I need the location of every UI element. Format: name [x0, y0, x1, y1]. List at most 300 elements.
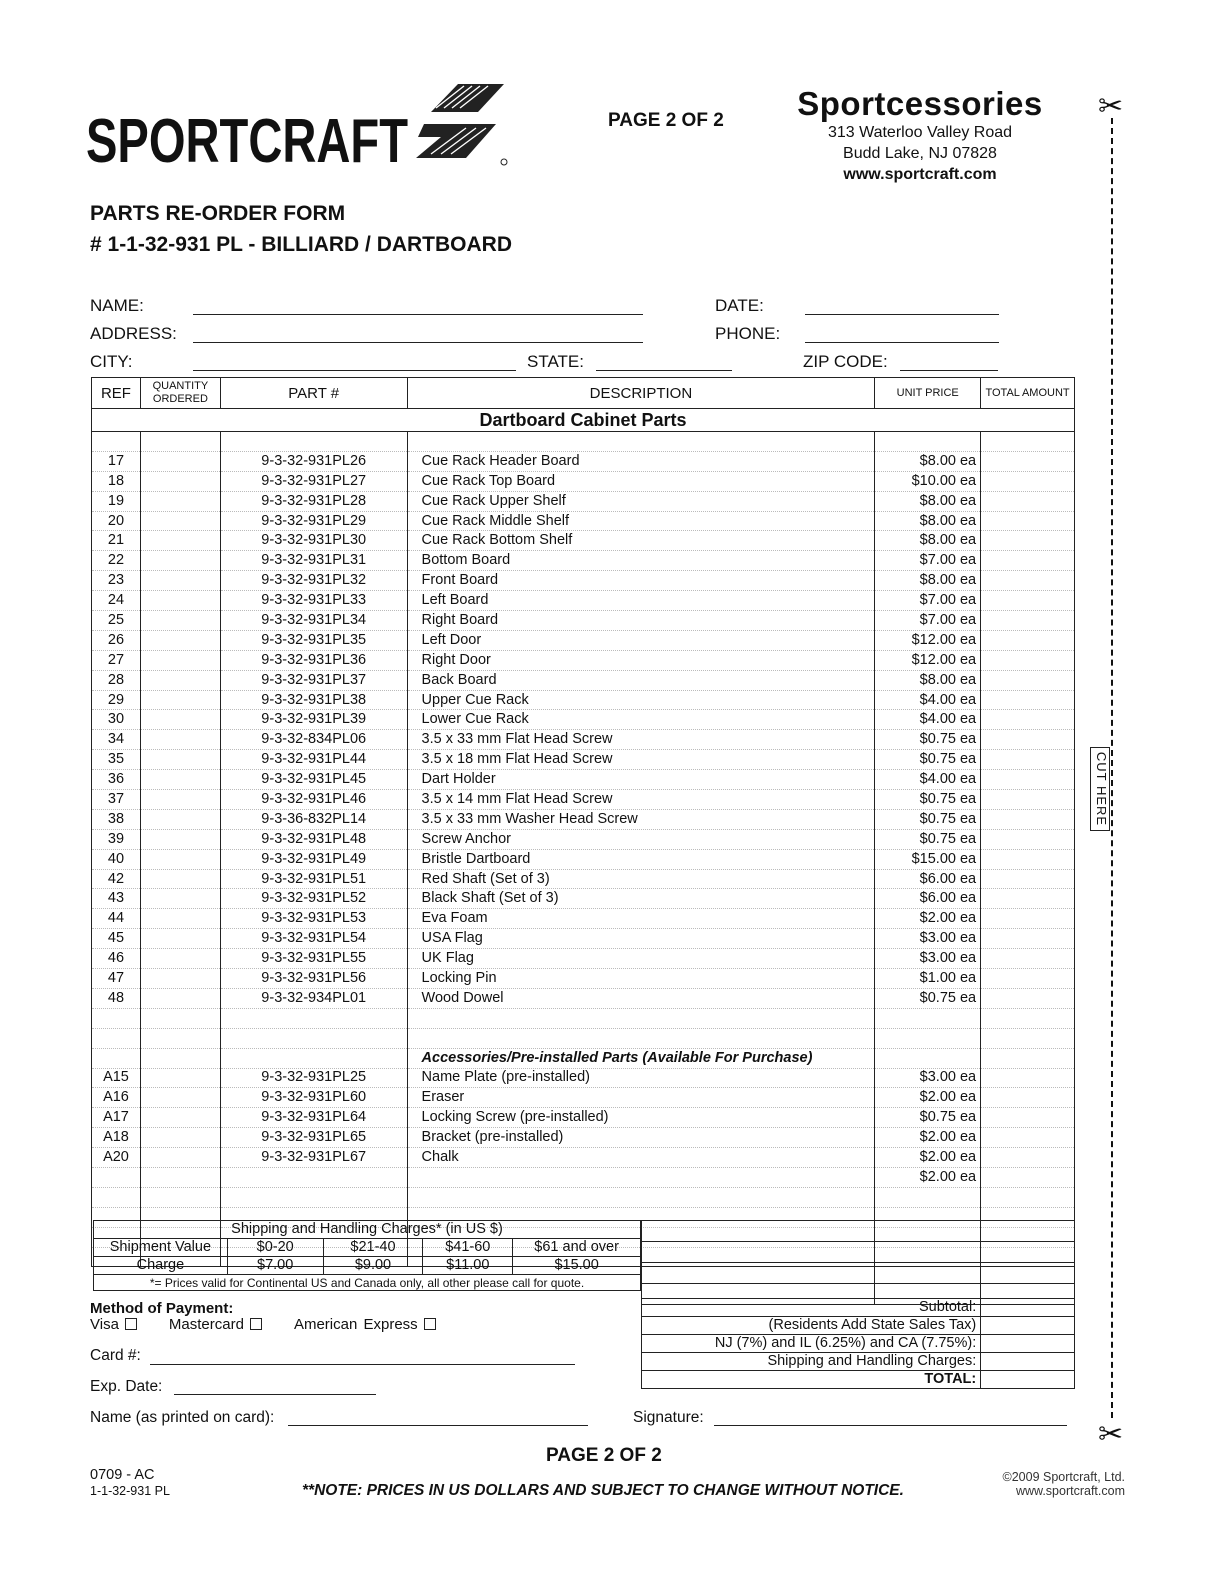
- unit-price-cell: $2.00 ea: [875, 1088, 981, 1108]
- description-cell: Bottom Board: [407, 551, 875, 571]
- tax-label-1: (Residents Add State Sales Tax): [642, 1317, 981, 1335]
- total-amount-cell[interactable]: [981, 670, 1075, 690]
- shipping-title: Shipping and Handling Charges* (in US $): [94, 1221, 641, 1239]
- quantity-cell[interactable]: [140, 551, 220, 571]
- total-amount-cell[interactable]: [981, 1148, 1075, 1168]
- quantity-cell[interactable]: [140, 1108, 220, 1128]
- part-number-cell: 9-3-32-931PL49: [220, 849, 407, 869]
- amex-checkbox[interactable]: [424, 1318, 436, 1330]
- shipping-note: *= Prices valid for Continental US and Canada only, all other please call for quote.: [94, 1275, 641, 1291]
- unit-price-cell: $2.00 ea: [875, 909, 981, 929]
- footer-website[interactable]: www.sportcraft.com: [1015, 1484, 1125, 1498]
- entry-cell[interactable]: [981, 1187, 1075, 1207]
- table-row: [92, 471, 1075, 491]
- part-number-cell: 9-3-32-931PL65: [220, 1128, 407, 1148]
- description-cell: Cue Rack Middle Shelf: [407, 511, 875, 531]
- charge-cell: $11.00: [423, 1257, 513, 1275]
- description-cell: Cue Rack Bottom Shelf: [407, 531, 875, 551]
- scissors-icon: ✂: [1098, 90, 1124, 123]
- accessories-title: Accessories/Pre-installed Parts (Available For Purchase): [407, 1048, 875, 1068]
- table-row: [92, 511, 1075, 531]
- table-row: [92, 988, 1075, 1008]
- quantity-cell[interactable]: [140, 1088, 220, 1108]
- part-number-cell: [220, 1167, 407, 1187]
- total-amount-cell[interactable]: [981, 531, 1075, 551]
- entry-cell[interactable]: [981, 1028, 1075, 1048]
- unit-price-cell: $8.00 ea: [875, 451, 981, 471]
- unit-price-cell: $7.00 ea: [875, 551, 981, 571]
- total-amount-cell[interactable]: [981, 630, 1075, 650]
- name-on-card-label: Name (as printed on card):: [90, 1409, 275, 1426]
- quantity-cell[interactable]: [140, 650, 220, 670]
- description-cell: Left Door: [407, 630, 875, 650]
- signature-label: Signature:: [633, 1409, 704, 1426]
- ref-cell: A17: [92, 1108, 141, 1128]
- description-cell: UK Flag: [407, 949, 875, 969]
- name-field[interactable]: [193, 314, 643, 315]
- total-amount-cell[interactable]: [981, 730, 1075, 750]
- description-cell: 3.5 x 18 mm Flat Head Screw: [407, 750, 875, 770]
- cut-line: [1111, 118, 1113, 1418]
- company-website[interactable]: www.sportcraft.com: [843, 166, 997, 183]
- quantity-cell[interactable]: [140, 591, 220, 611]
- description-cell: Red Shaft (Set of 3): [407, 869, 875, 889]
- ref-cell: A16: [92, 1088, 141, 1108]
- state-field[interactable]: [596, 370, 732, 371]
- copyright: [960, 1470, 1125, 1498]
- empty-cell: [407, 1187, 875, 1207]
- table-row: [92, 909, 1075, 929]
- city-field[interactable]: [193, 370, 516, 371]
- ref-cell: 18: [92, 471, 141, 491]
- quantity-cell[interactable]: [140, 1148, 220, 1168]
- description-cell: Upper Cue Rack: [407, 690, 875, 710]
- unit-price-cell: $8.00 ea: [875, 491, 981, 511]
- card-field[interactable]: [150, 1364, 575, 1365]
- subtotal-amount[interactable]: [981, 1299, 1075, 1317]
- part-number-cell: 9-3-32-931PL60: [220, 1088, 407, 1108]
- unit-price-cell: $8.00 ea: [875, 670, 981, 690]
- quantity-cell[interactable]: [140, 670, 220, 690]
- entry-cell[interactable]: [140, 432, 220, 452]
- quantity-cell[interactable]: [140, 889, 220, 909]
- total-amount-cell[interactable]: [981, 1128, 1075, 1148]
- total-amount-cell[interactable]: [981, 650, 1075, 670]
- total-amount-cell[interactable]: [981, 451, 1075, 471]
- total-amount-cell[interactable]: [981, 969, 1075, 989]
- part-number-cell: 9-3-32-931PL45: [220, 770, 407, 790]
- quantity-cell[interactable]: [140, 471, 220, 491]
- empty-cell: [875, 1048, 981, 1068]
- total-amount-cell[interactable]: [981, 869, 1075, 889]
- unit-price-cell: $0.75 ea: [875, 988, 981, 1008]
- form-title-block: [90, 198, 512, 260]
- ref-cell: 25: [92, 611, 141, 631]
- part-number-cell: 9-3-36-832PL14: [220, 809, 407, 829]
- blank-row: [92, 1187, 1075, 1207]
- total-amount[interactable]: [981, 1371, 1075, 1389]
- quantity-cell[interactable]: [140, 770, 220, 790]
- description-cell: Chalk: [407, 1148, 875, 1168]
- page-indicator-top: PAGE 2 OF 2: [608, 110, 724, 131]
- ref-cell: 34: [92, 730, 141, 750]
- part-number-cell: 9-3-32-931PL28: [220, 491, 407, 511]
- table-row: [92, 551, 1075, 571]
- total-amount-cell[interactable]: [981, 1068, 1075, 1088]
- ref-cell: 19: [92, 491, 141, 511]
- unit-price-cell: $2.00 ea: [875, 1148, 981, 1168]
- sportcraft-logo: [86, 82, 516, 172]
- total-amount-cell[interactable]: [981, 491, 1075, 511]
- blank-amount-cell[interactable]: [981, 1242, 1075, 1263]
- quantity-cell[interactable]: [140, 710, 220, 730]
- unit-price-cell: $3.00 ea: [875, 929, 981, 949]
- ref-cell: 21: [92, 531, 141, 551]
- empty-cell: [220, 432, 407, 452]
- unit-price-cell: $8.00 ea: [875, 531, 981, 551]
- empty-cell: [92, 1028, 141, 1048]
- payment-title: Method of Payment:: [90, 1300, 234, 1317]
- unit-price-cell: $7.00 ea: [875, 611, 981, 631]
- quantity-cell[interactable]: [140, 1068, 220, 1088]
- description-cell: Screw Anchor: [407, 829, 875, 849]
- ref-cell: A18: [92, 1128, 141, 1148]
- description-cell: Back Board: [407, 670, 875, 690]
- ref-cell: 35: [92, 750, 141, 770]
- company-address-2: Budd Lake, NJ 07828: [843, 145, 997, 162]
- table-row: [92, 531, 1075, 551]
- visa-label: Visa: [90, 1316, 119, 1333]
- part-number-cell: 9-3-32-931PL46: [220, 790, 407, 810]
- total-amount-cell[interactable]: [981, 770, 1075, 790]
- charge-cell: $9.00: [323, 1257, 423, 1275]
- description-cell: Bristle Dartboard: [407, 849, 875, 869]
- empty-cell: [875, 1008, 981, 1028]
- part-number-cell: 9-3-32-931PL38: [220, 690, 407, 710]
- unit-price-cell: $0.75 ea: [875, 750, 981, 770]
- quantity-cell[interactable]: [140, 690, 220, 710]
- quantity-cell[interactable]: [140, 969, 220, 989]
- total-amount-cell[interactable]: [981, 829, 1075, 849]
- description-cell: Right Door: [407, 650, 875, 670]
- total-amount-cell[interactable]: [981, 889, 1075, 909]
- unit-price-cell: $7.00 ea: [875, 591, 981, 611]
- unit-price-cell: $2.00 ea: [875, 1167, 981, 1187]
- quantity-cell[interactable]: [140, 531, 220, 551]
- part-number-cell: 9-3-32-931PL48: [220, 829, 407, 849]
- quantity-cell[interactable]: [140, 630, 220, 650]
- total-amount-cell[interactable]: [981, 710, 1075, 730]
- total-amount-cell[interactable]: [981, 1088, 1075, 1108]
- part-number-cell: 9-3-32-931PL51: [220, 869, 407, 889]
- unit-price-cell: $0.75 ea: [875, 829, 981, 849]
- phone-label: PHONE:: [715, 324, 781, 343]
- city-label: CITY:: [90, 352, 133, 371]
- accessories-header-row: [92, 1048, 1075, 1068]
- empty-cell: [981, 1048, 1075, 1068]
- blank-amount-cell[interactable]: [981, 1263, 1075, 1284]
- address-field[interactable]: [193, 342, 643, 343]
- description-cell: Right Board: [407, 611, 875, 631]
- unit-price-cell: $12.00 ea: [875, 630, 981, 650]
- empty-cell: [220, 1187, 407, 1207]
- quantity-cell[interactable]: [140, 988, 220, 1008]
- part-number-cell: 9-3-32-931PL31: [220, 551, 407, 571]
- form-number: # 1-1-32-931 PL - BILLIARD / DARTBOARD: [90, 233, 513, 256]
- unit-price-cell: $4.00 ea: [875, 770, 981, 790]
- phone-field[interactable]: [805, 342, 999, 343]
- ref-cell: 43: [92, 889, 141, 909]
- unit-price-cell: $8.00 ea: [875, 571, 981, 591]
- description-cell: 3.5 x 33 mm Washer Head Screw: [407, 809, 875, 829]
- part-number-cell: 9-3-32-931PL36: [220, 650, 407, 670]
- exp-field[interactable]: [174, 1394, 376, 1395]
- col-total-amount: TOTAL AMOUNT: [981, 378, 1075, 409]
- total-amount-cell[interactable]: [981, 988, 1075, 1008]
- ref-cell: 23: [92, 571, 141, 591]
- part-number-cell: 9-3-32-931PL52: [220, 889, 407, 909]
- ref-cell: 47: [92, 969, 141, 989]
- blank-row: [92, 432, 1075, 452]
- scissors-icon: ✂: [1098, 1418, 1124, 1451]
- blank-amount-cell[interactable]: [981, 1221, 1075, 1242]
- cut-here-label: CUT HERE: [1094, 751, 1109, 827]
- parts-table: [91, 377, 1075, 1267]
- part-number-cell: 9-3-32-931PL54: [220, 929, 407, 949]
- unit-price-cell: $3.00 ea: [875, 1068, 981, 1088]
- description-cell: Locking Screw (pre-installed): [407, 1108, 875, 1128]
- date-label: DATE:: [715, 296, 764, 315]
- table-row: [92, 770, 1075, 790]
- quantity-cell[interactable]: [140, 869, 220, 889]
- ref-cell: 46: [92, 949, 141, 969]
- table-row: [92, 929, 1075, 949]
- table-row: [92, 1108, 1075, 1128]
- table-row: [92, 650, 1075, 670]
- empty-cell: [875, 1028, 981, 1048]
- total-amount-cell[interactable]: [981, 750, 1075, 770]
- ref-cell: 48: [92, 988, 141, 1008]
- description-cell: 3.5 x 33 mm Flat Head Screw: [407, 730, 875, 750]
- unit-price-cell: $0.75 ea: [875, 790, 981, 810]
- charge-label: Charge: [94, 1257, 228, 1275]
- quantity-cell[interactable]: [140, 491, 220, 511]
- table-row: [92, 889, 1075, 909]
- ref-cell: 38: [92, 809, 141, 829]
- empty-cell: [92, 1048, 141, 1068]
- table-row: [92, 730, 1075, 750]
- quantity-cell[interactable]: [140, 929, 220, 949]
- ref-cell: 28: [92, 670, 141, 690]
- table-row: [92, 829, 1075, 849]
- brand-wordmark: SPORTCRAFT: [86, 107, 409, 172]
- total-amount-cell[interactable]: [981, 1167, 1075, 1187]
- description-cell: USA Flag: [407, 929, 875, 949]
- zip-label: ZIP CODE:: [803, 352, 888, 371]
- ref-cell: 29: [92, 690, 141, 710]
- quantity-cell[interactable]: [140, 451, 220, 471]
- part-number-cell: 9-3-32-934PL01: [220, 988, 407, 1008]
- table-row: [92, 491, 1075, 511]
- tax-amount[interactable]: [981, 1335, 1075, 1353]
- part-number-cell: 9-3-32-931PL56: [220, 969, 407, 989]
- description-cell: Name Plate (pre-installed): [407, 1068, 875, 1088]
- part-number-cell: 9-3-32-931PL33: [220, 591, 407, 611]
- quantity-cell[interactable]: [140, 809, 220, 829]
- mastercard-label: Mastercard: [168, 1316, 244, 1333]
- description-cell: Cue Rack Upper Shelf: [407, 491, 875, 511]
- unit-price-cell: $0.75 ea: [875, 1108, 981, 1128]
- quantity-cell[interactable]: [140, 611, 220, 631]
- ref-cell: A15: [92, 1068, 141, 1088]
- ref-cell: 37: [92, 790, 141, 810]
- table-row: [92, 750, 1075, 770]
- quantity-cell[interactable]: [140, 571, 220, 591]
- total-amount-cell[interactable]: [981, 571, 1075, 591]
- quantity-cell[interactable]: [140, 790, 220, 810]
- quantity-cell[interactable]: [140, 1128, 220, 1148]
- shipping-table: [93, 1220, 641, 1291]
- total-amount-cell[interactable]: [981, 849, 1075, 869]
- ref-cell: 30: [92, 710, 141, 730]
- tax-blank: [981, 1317, 1075, 1335]
- totals-table: [641, 1298, 1075, 1389]
- quantity-cell[interactable]: [140, 750, 220, 770]
- total-amount-cell[interactable]: [981, 511, 1075, 531]
- total-amount-cell[interactable]: [981, 551, 1075, 571]
- part-number-cell: 9-3-32-931PL37: [220, 670, 407, 690]
- range-cell: $21-40: [323, 1239, 423, 1257]
- entry-cell[interactable]: [981, 1008, 1075, 1028]
- unit-price-cell: $0.75 ea: [875, 809, 981, 829]
- quantity-cell[interactable]: [140, 909, 220, 929]
- range-cell: $41-60: [423, 1239, 513, 1257]
- entry-cell[interactable]: [140, 1008, 220, 1028]
- table-row: [92, 710, 1075, 730]
- empty-cell: [407, 1008, 875, 1028]
- shipping-amount[interactable]: [981, 1353, 1075, 1371]
- quantity-cell[interactable]: [140, 949, 220, 969]
- part-number-cell: 9-3-32-931PL55: [220, 949, 407, 969]
- name-label: NAME:: [90, 296, 144, 315]
- signature-field[interactable]: [714, 1425, 1067, 1426]
- part-number-cell: 9-3-32-931PL67: [220, 1148, 407, 1168]
- quantity-cell[interactable]: [140, 1167, 220, 1187]
- empty-cell: [407, 432, 875, 452]
- unit-price-cell: $1.00 ea: [875, 969, 981, 989]
- form-code: [90, 1467, 170, 1499]
- table-row: [92, 1167, 1075, 1187]
- total-amount-cell[interactable]: [981, 1108, 1075, 1128]
- description-cell: 3.5 x 14 mm Flat Head Screw: [407, 790, 875, 810]
- unit-price-cell: $2.00 ea: [875, 1128, 981, 1148]
- part-number-cell: 9-3-32-931PL30: [220, 531, 407, 551]
- table-row: [92, 809, 1075, 829]
- description-cell: Eraser: [407, 1088, 875, 1108]
- unit-price-cell: $0.75 ea: [875, 730, 981, 750]
- table-header: [92, 378, 1075, 409]
- table-row: [92, 1068, 1075, 1088]
- total-amount-cell[interactable]: [981, 929, 1075, 949]
- total-amount-cell[interactable]: [981, 471, 1075, 491]
- table-row: [92, 451, 1075, 471]
- quantity-cell[interactable]: [140, 511, 220, 531]
- ref-cell: 44: [92, 909, 141, 929]
- table-row: [92, 670, 1075, 690]
- amex-label: American Express: [293, 1316, 418, 1333]
- quantity-cell[interactable]: [140, 849, 220, 869]
- ref-cell: 39: [92, 829, 141, 849]
- part-number-cell: 9-3-32-931PL29: [220, 511, 407, 531]
- table-row: [92, 1148, 1075, 1168]
- total-amount-cell[interactable]: [981, 790, 1075, 810]
- ref-cell: 24: [92, 591, 141, 611]
- empty-cell: [92, 1008, 141, 1028]
- empty-cell: [220, 1048, 407, 1068]
- table-row: [92, 611, 1075, 631]
- quantity-cell[interactable]: [140, 829, 220, 849]
- total-label: TOTAL:: [642, 1371, 981, 1389]
- description-cell: Cue Rack Top Board: [407, 471, 875, 491]
- shipment-value-label: Shipment Value: [94, 1239, 228, 1257]
- state-label: STATE:: [527, 352, 584, 371]
- ref-cell: [92, 1167, 141, 1187]
- description-cell: Locking Pin: [407, 969, 875, 989]
- quantity-cell[interactable]: [140, 730, 220, 750]
- total-amount-cell[interactable]: [981, 949, 1075, 969]
- table-row: [92, 849, 1075, 869]
- part-number-cell: 9-3-32-931PL34: [220, 611, 407, 631]
- company-name: Sportcessories: [797, 85, 1043, 122]
- mastercard-checkbox[interactable]: [250, 1318, 262, 1330]
- form-title: PARTS RE-ORDER FORM: [90, 202, 346, 225]
- unit-price-cell: $4.00 ea: [875, 710, 981, 730]
- entry-cell[interactable]: [140, 1028, 220, 1048]
- empty-cell: [92, 1187, 141, 1207]
- part-number-cell: 9-3-32-931PL53: [220, 909, 407, 929]
- page-indicator-bottom: PAGE 2 OF 2: [546, 1445, 662, 1466]
- total-amount-cell[interactable]: [981, 591, 1075, 611]
- part-number-cell: 9-3-32-931PL27: [220, 471, 407, 491]
- total-amount-cell[interactable]: [981, 690, 1075, 710]
- description-cell: Front Board: [407, 571, 875, 591]
- zip-field[interactable]: [900, 370, 998, 371]
- unit-price-cell: $4.00 ea: [875, 690, 981, 710]
- unit-price-cell: $12.00 ea: [875, 650, 981, 670]
- description-cell: Dart Holder: [407, 770, 875, 790]
- total-amount-cell[interactable]: [981, 909, 1075, 929]
- description-cell: Bracket (pre-installed): [407, 1128, 875, 1148]
- ref-cell: 40: [92, 849, 141, 869]
- date-field[interactable]: [805, 314, 999, 315]
- part-number-cell: 9-3-32-931PL44: [220, 750, 407, 770]
- total-amount-cell[interactable]: [981, 611, 1075, 631]
- total-amount-cell[interactable]: [981, 809, 1075, 829]
- ref-cell: 45: [92, 929, 141, 949]
- price-note: **NOTE: PRICES IN US DOLLARS AND SUBJECT TO CHANGE WITHOUT NOTICE.: [302, 1482, 904, 1499]
- entry-cell[interactable]: [140, 1187, 220, 1207]
- table-row: [92, 949, 1075, 969]
- entry-cell[interactable]: [981, 432, 1075, 452]
- ref-cell: 27: [92, 650, 141, 670]
- address-label: ADDRESS:: [90, 324, 177, 343]
- description-cell: Wood Dowel: [407, 988, 875, 1008]
- visa-checkbox[interactable]: [125, 1318, 137, 1330]
- ref-cell: 17: [92, 451, 141, 471]
- description-cell: Lower Cue Rack: [407, 710, 875, 730]
- unit-price-cell: $15.00 ea: [875, 849, 981, 869]
- name-on-card-field[interactable]: [288, 1425, 588, 1426]
